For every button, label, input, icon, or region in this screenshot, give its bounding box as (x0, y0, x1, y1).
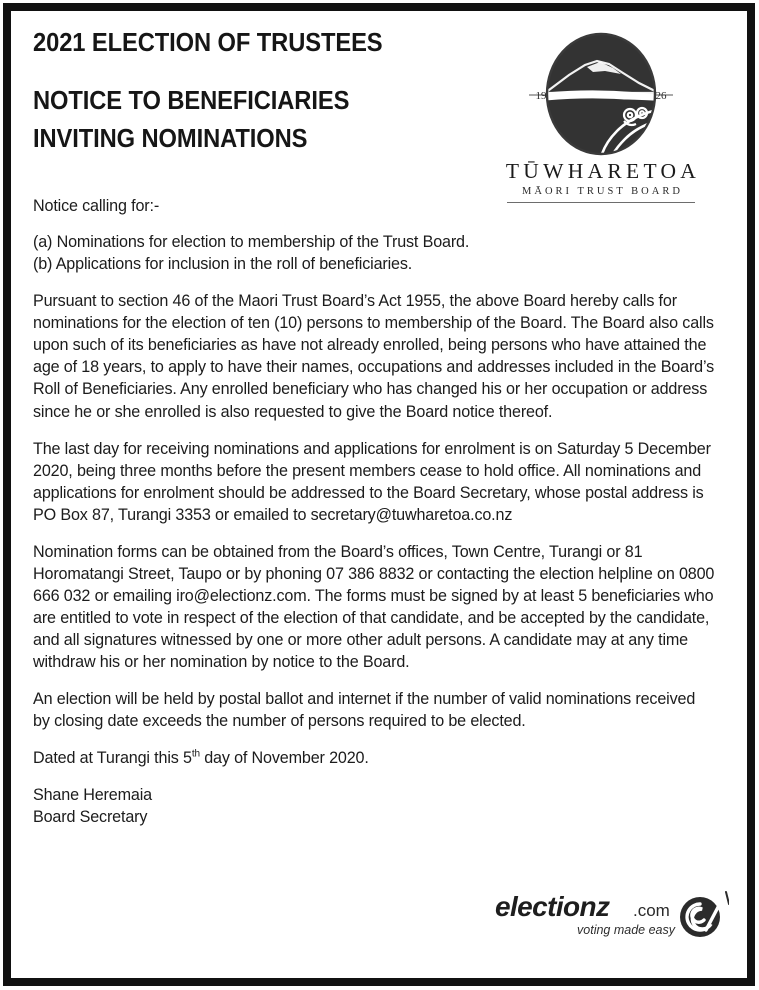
paragraph-election-method: An election will be held by postal ballot and internet if the number of valid nominations received by closing date exceeds the number of persons required to be elected. (33, 690, 696, 731)
heading-block (33, 29, 503, 153)
page-content (11, 11, 747, 978)
page-title-inviting: INVITING NOMINATIONS (33, 125, 308, 154)
emblem-year-right: 26 (655, 90, 667, 102)
dated-prefix: Dated at Turangi this 5 (33, 749, 192, 768)
notice-list (33, 231, 715, 275)
notice-list-item-b: (b) Applications for inclusion in the roll of beneficiaries. (33, 255, 413, 274)
emblem-wrapper (489, 31, 713, 159)
paragraph-pursuant: Pursuant to section 46 of the Maori Trust Board’s Act 1955, the above Board hereby calls for nominations for the election of ten (10) persons to membership of the Board. The Board also calls upon such of its beneficiaries as have not already enrolled, being persons who have attained the age of 18 years, to apply to have their names, occupations and addresses included in the Board’s Roll of Beneficiaries. Any enrolled beneficiary who has changed his or her occupation or address since he or she enrolled is also requested to give the Board notice thereof. (33, 292, 715, 421)
paragraph-nomination-forms: Nomination forms can be obtained from the Board’s offices, Town Centre, Turangi or 81 Horomatangi Street, Taupo or by phoning 07 386 8832 or contacting the election helpline on 0800 666 032 or emailing iro@electionz.com. The forms must be signed by at least 5 beneficiaries who are entitled to vote in respect of the election of that candidate, and be accepted by the candidate, and all signatures witnessed by one or more other adult persons. A candidate may at any time withdraw his or her nomination by notice to the Board. (33, 542, 715, 672)
document-header (33, 29, 725, 197)
page-title-notice: NOTICE TO BENEFICIARIES (33, 87, 350, 116)
electionz-domain-suffix: .com (633, 901, 670, 920)
signatory-role: Board Secretary (33, 808, 148, 827)
electionz-logo-svg (493, 886, 729, 948)
electionz-wordmark: electionz (495, 891, 610, 922)
notice-list-item-a: (a) Nominations for election to membership of the Trust Board. (33, 233, 470, 252)
heading-spacer-1 (33, 57, 503, 87)
koru-swirl-icon (680, 892, 729, 937)
dated-line (33, 747, 715, 769)
electionz-tagline: voting made easy (577, 923, 675, 937)
emblem-year-left: 19 (535, 90, 547, 102)
electionz-logo (493, 886, 729, 948)
dated-ordinal: th (191, 748, 200, 760)
board-name: TŪWHARETOA (505, 159, 701, 183)
notice-intro: Notice calling for:- (33, 197, 160, 215)
mountain-lake-emblem-icon (501, 31, 701, 159)
signature-block (33, 784, 715, 828)
dated-suffix: day of November 2020. (199, 749, 369, 768)
signatory-name: Shane Heremaia (33, 786, 152, 805)
heading-spacer-2 (33, 115, 503, 125)
paragraph-last-day: The last day for receiving nominations and applications for enrolment is on Saturday 5 December 2020, being three months before the present members cease to hold office. All nominations and applications for enrolment should be addressed to the Board Secretary, whose postal address is PO Box 87, Turangi 3353 or emailed to secretary@tuwharetoa.co.nz (33, 439, 711, 524)
document-body (33, 195, 725, 829)
emblem-scene (541, 31, 665, 159)
page-title-election: 2021 ELECTION OF TRUSTEES (33, 29, 383, 57)
board-subtitle: MĀORI TRUST BOARD (522, 185, 683, 197)
tuwharetoa-board-logo (489, 31, 713, 203)
page-border-frame (3, 3, 755, 986)
